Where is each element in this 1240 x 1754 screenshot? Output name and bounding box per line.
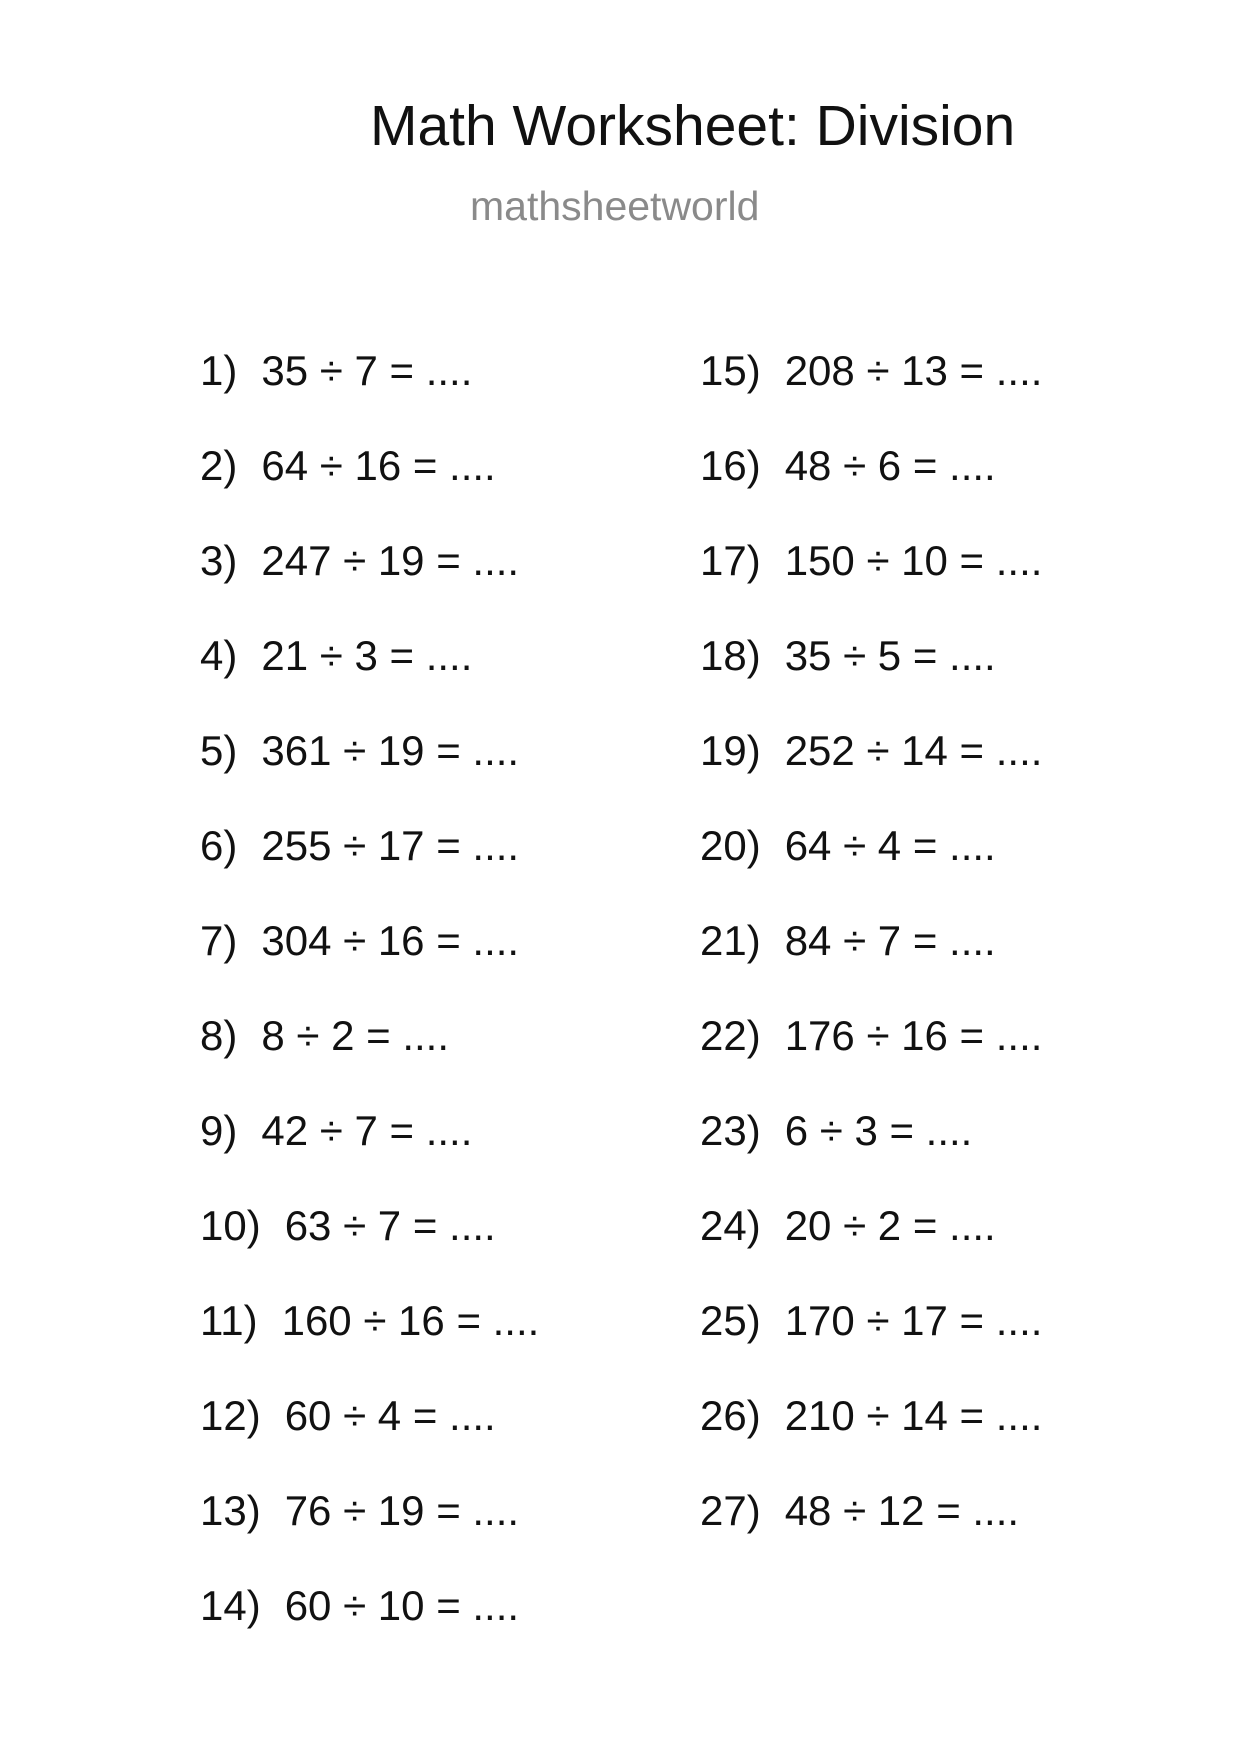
problem-12 [200,1392,539,1490]
problem-number: 24) [700,1202,761,1249]
problem-expression: 361 ÷ 19 = .... [261,727,520,774]
problem-number: 10) [200,1202,261,1249]
problem-19 [700,727,1043,825]
worksheet-title: Math Worksheet: Division [370,94,1016,158]
problem-26 [700,1392,1043,1490]
problem-number: 19) [700,727,761,774]
problem-number: 7) [200,917,238,964]
problem-number: 27) [700,1487,761,1534]
problem-number: 3) [200,537,238,584]
problem-expression: 255 ÷ 17 = .... [261,822,520,869]
problem-expression: 6 ÷ 3 = .... [784,1107,973,1154]
problem-expression: 150 ÷ 10 = .... [784,537,1043,584]
problem-list-right [700,347,1043,1585]
problem-number: 16) [700,442,761,489]
problem-expression: 76 ÷ 19 = .... [284,1487,520,1534]
problem-expression: 176 ÷ 16 = .... [784,1012,1043,1059]
problem-27 [700,1487,1042,1585]
problem-expression: 208 ÷ 13 = .... [784,347,1043,394]
problem-23 [700,1107,1042,1205]
problem-9 [200,1107,539,1205]
problem-number: 12) [200,1392,261,1439]
problem-number: 14) [200,1582,261,1629]
problem-16 [700,442,1042,540]
problem-25 [700,1297,1043,1395]
problem-number: 11) [200,1297,258,1344]
problem-6 [200,822,539,920]
problem-18 [700,632,1042,730]
problem-number: 17) [700,537,761,584]
problem-number: 9) [200,1107,238,1154]
problem-expression: 48 ÷ 6 = .... [784,442,996,489]
problem-14 [200,1582,539,1680]
problem-number: 8) [200,1012,238,1059]
problem-number: 21) [700,917,761,964]
problem-expression: 35 ÷ 7 = .... [261,347,473,394]
problem-expression: 8 ÷ 2 = .... [261,1012,450,1059]
problem-number: 15) [700,347,761,394]
problem-expression: 35 ÷ 5 = .... [784,632,996,679]
problem-8 [200,1012,539,1110]
problem-17 [700,537,1043,635]
problem-4 [200,632,539,730]
problem-number: 13) [200,1487,261,1534]
problem-13 [200,1487,539,1585]
problem-15 [700,347,1043,445]
problem-number: 22) [700,1012,761,1059]
problem-7 [200,917,539,1015]
problem-expression: 210 ÷ 14 = .... [784,1392,1043,1439]
problem-number: 20) [700,822,761,869]
problem-number: 26) [700,1392,761,1439]
problem-5 [200,727,539,825]
problem-expression: 84 ÷ 7 = .... [784,917,996,964]
problem-number: 23) [700,1107,761,1154]
problem-expression: 60 ÷ 4 = .... [284,1392,496,1439]
problem-expression: 64 ÷ 16 = .... [261,442,496,489]
problem-20 [700,822,1042,920]
problem-expression: 160 ÷ 16 = .... [281,1297,540,1344]
problem-1 [200,347,539,445]
problem-expression: 20 ÷ 2 = .... [784,1202,996,1249]
problem-expression: 42 ÷ 7 = .... [261,1107,473,1154]
problem-expression: 170 ÷ 17 = .... [784,1297,1043,1344]
problem-expression: 304 ÷ 16 = .... [261,917,520,964]
problem-2 [200,442,539,540]
problem-expression: 60 ÷ 10 = .... [284,1582,520,1629]
problem-10 [200,1202,539,1300]
problem-number: 6) [200,822,238,869]
problem-11 [200,1297,540,1395]
problem-expression: 63 ÷ 7 = .... [284,1202,496,1249]
problem-number: 4) [200,632,238,679]
problem-number: 18) [700,632,761,679]
worksheet-subtitle: mathsheetworld [470,183,760,229]
problem-expression: 247 ÷ 19 = .... [261,537,520,584]
problem-expression: 64 ÷ 4 = .... [784,822,996,869]
problem-list-left [200,347,540,1680]
problem-expression: 21 ÷ 3 = .... [261,632,473,679]
problem-3 [200,537,539,635]
problem-expression: 252 ÷ 14 = .... [784,727,1043,774]
problem-expression: 48 ÷ 12 = .... [784,1487,1020,1534]
problem-24 [700,1202,1042,1300]
problem-21 [700,917,1042,1015]
problem-22 [700,1012,1043,1110]
problem-number: 25) [700,1297,761,1344]
problem-number: 1) [200,347,238,394]
problem-number: 5) [200,727,238,774]
problem-number: 2) [200,442,238,489]
